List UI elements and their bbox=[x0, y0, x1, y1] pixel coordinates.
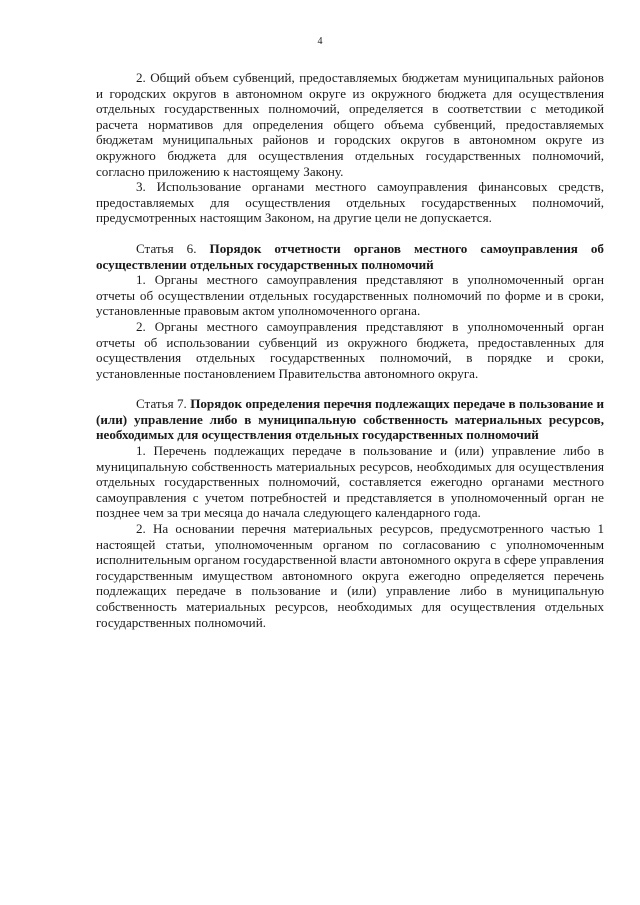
article-7-title: Порядок определения перечня подлежащих передаче в пользование и (или) управление либо в муниципальную собственность материальных ресурсов, необходимых для осуществления отдельных государственных полномочий bbox=[96, 396, 605, 443]
article-6-prefix: Статья 6. bbox=[136, 240, 197, 256]
intro-section bbox=[96, 70, 604, 226]
document-body bbox=[96, 70, 604, 630]
page-number: 4 bbox=[317, 36, 323, 47]
article-7-heading bbox=[96, 396, 604, 443]
article-7 bbox=[96, 396, 604, 630]
paragraph-subventions-volume: 2. Общий объем субвенций, предоставляемых бюджетам муниципальных районов и городских округов в автономном округе из окружного бюджета для осуществления отдельных государственных полномочий, определяется в соответствии с методикой расчета нормативов для определения общего объема субвенций, предоставляемых бюджетам муниципальных районов и городских округов в автономном округе из окружного бюджета для осуществления отдельных государственных полномочий, согласно приложению к настоящему Закону. bbox=[96, 70, 604, 179]
article-6-title: Порядок отчетности органов местного самоуправления об осуществлении отдельных государственных полномочий bbox=[96, 240, 604, 272]
article-7-prefix: Статья 7. bbox=[136, 396, 187, 412]
article-6-paragraph-2: 2. Органы местного самоуправления представляют в уполномоченный орган отчеты об использовании субвенций из окружного бюджета, предоставленных для осуществления отдельных государственных полномочий, в порядке и сроки, установленные постановлением Правительства автономного округа. bbox=[96, 318, 604, 381]
article-6 bbox=[96, 241, 604, 381]
article-6-paragraph-1: 1. Органы местного самоуправления представляют в уполномоченный орган отчеты об осуществлении отдельных государственных полномочий по форме и в сроки, установленные правовым актом уполномоченного органа. bbox=[96, 272, 604, 319]
article-7-paragraph-2: 2. На основании перечня материальных ресурсов, предусмотренного частью 1 настоящей статьи, уполномоченным органом по согласованию с уполномоченным исполнительным органом государственной власти автономного округа в сфере управления государственным имуществом автономного округа ежегодно определяется перечень подлежащих передаче в пользование и (или) управление либо в муниципальную собственность материальных ресурсов, необходимых для осуществления отдельных государственных полномочий. bbox=[96, 521, 604, 630]
article-7-paragraph-1: 1. Перечень подлежащих передаче в пользование и (или) управление либо в муниципальную собственность материальных ресурсов, необходимых для осуществления отдельных государственных полномочий, составляется ежегодно органами местного самоуправления с учетом потребностей и представляется в уполномоченный орган не позднее чем за три месяца до начала следующего календарного года. bbox=[96, 443, 604, 521]
paragraph-funds-usage: 3. Использование органами местного самоуправления финансовых средств, предоставляемых для осуществления отдельных государственных полномочий, предусмотренных настоящим Законом, на другие цели не допускается. bbox=[96, 179, 604, 226]
article-6-heading bbox=[96, 241, 604, 272]
